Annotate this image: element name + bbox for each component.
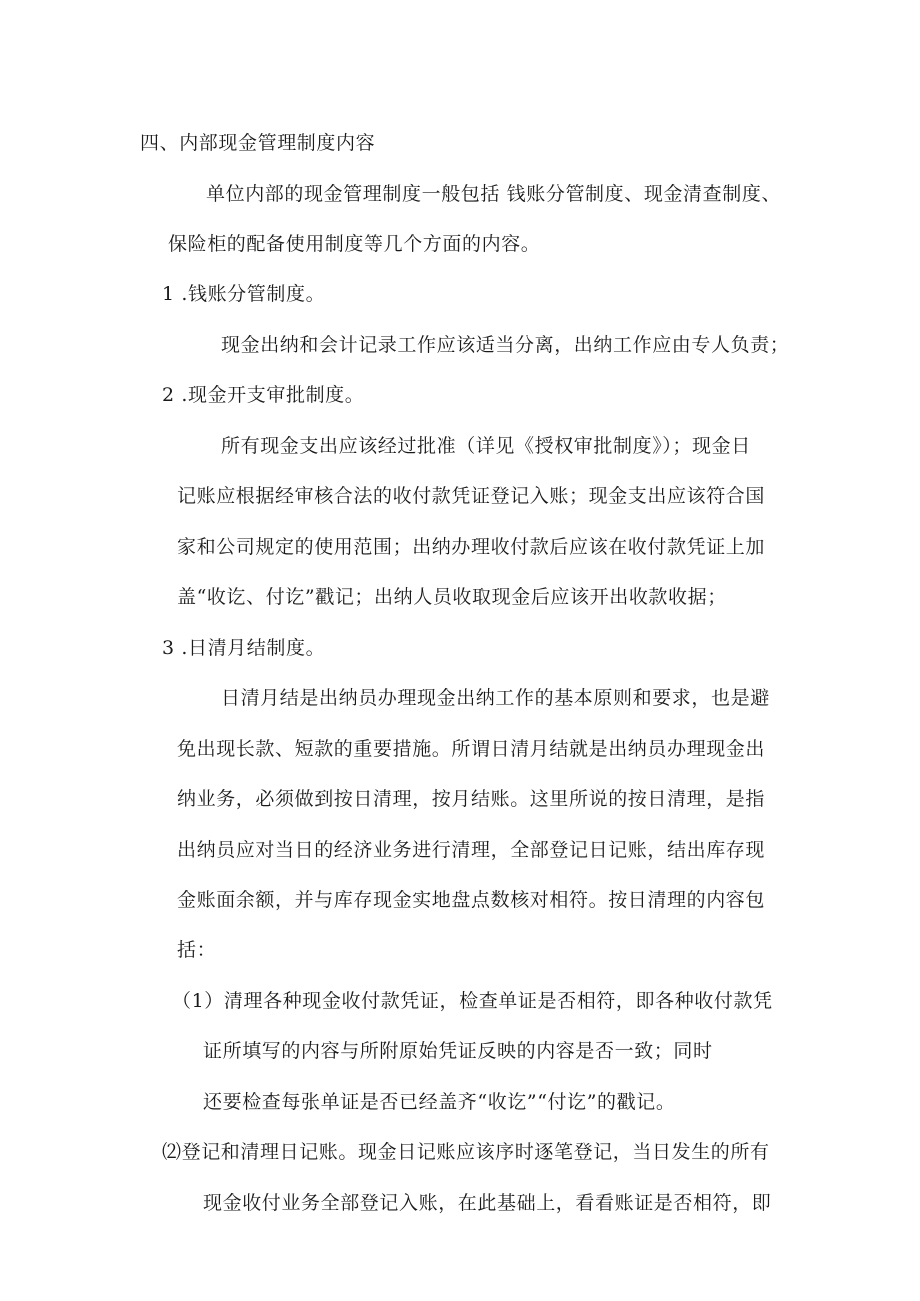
sub-item-line: 还要检查每张单证是否已经盖齐“收讫”“付讫”的戳记。 (203, 1091, 676, 1113)
paragraph-line: 所有现金支出应该经过批准（详见《授权审批制度》）；现金日 (221, 435, 751, 457)
sub-item-line: 现金收付业务全部登记入账，在此基础上，看看账证是否相符，即 (203, 1192, 772, 1214)
paragraph-line: 现金出纳和会计记录工作应该适当分离，出纳工作应由专人负责； (221, 334, 790, 356)
paragraph-line: 家和公司规定的使用范围；出纳办理收付款后应该在收付款凭证上加 (177, 536, 766, 558)
item-heading: 3 .日清月结制度。 (162, 637, 326, 659)
paragraph-line: 纳业务，必须做到按日清理，按月结账。这里所说的按日清理，是指 (177, 788, 766, 810)
paragraph-line: 免出现长款、短款的重要措施。所谓日清月结就是出纳员办理现金出 (177, 738, 766, 760)
item-heading: 1 .钱账分管制度。 (162, 283, 326, 305)
sub-item-line: ⑵登记和清理日记账。现金日记账应该序时逐笔登记，当日发生的所有 (162, 1141, 770, 1163)
intro-line: 单位内部的现金管理制度一般包括 钱账分管制度、现金清查制度、 (206, 183, 782, 205)
item-heading: 2 .现金开支审批制度。 (162, 384, 365, 406)
paragraph-line: 日清月结是出纳员办理现金出纳工作的基本原则和要求，也是避 (221, 687, 770, 709)
intro-line: 保险柜的配备使用制度等几个方面的内容。 (168, 233, 541, 255)
paragraph-line: 金账面余额，并与库存现金实地盘点数核对相符。按日清理的内容包 (177, 889, 766, 911)
section-heading: 四、内部现金管理制度内容 (140, 132, 376, 154)
sub-item-line: （1）清理各种现金收付款凭证，检查单证是否相符，即各种收付款凭 (172, 990, 773, 1012)
paragraph-line: 记账应根据经审核合法的收付款凭证登记入账；现金支出应该符合国 (177, 485, 766, 507)
paragraph-line: 盖“收讫、付讫”戳记；出纳人员收取现金后应该开出收款收据； (177, 586, 727, 608)
paragraph-line: 出纳员应对当日的经济业务进行清理，全部登记日记账，结出库存现 (177, 839, 766, 861)
sub-item-line: 证所填写的内容与所附原始凭证反映的内容是否一致；同时 (203, 1040, 713, 1062)
paragraph-line: 括： (177, 939, 217, 961)
